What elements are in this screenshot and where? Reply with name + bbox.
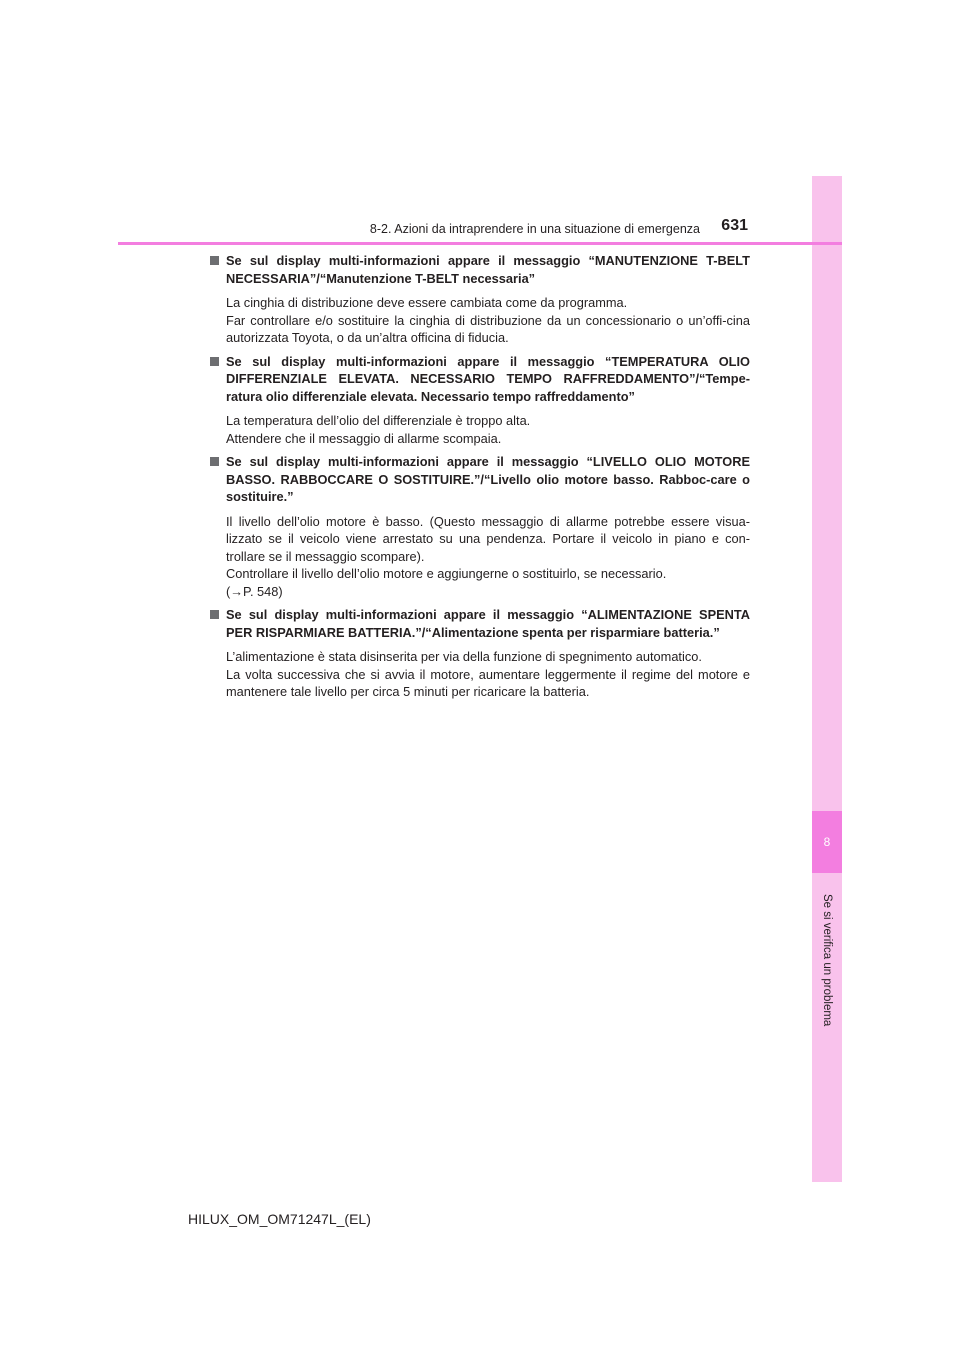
square-bullet-icon bbox=[210, 256, 219, 265]
entry-body bbox=[226, 648, 750, 701]
body-paragraph: Attendere che il messaggio di allarme scompaia. bbox=[226, 430, 502, 446]
entry-title: Se sul display multi-informazioni appare il messaggio “MANUTENZIONE T-BELT NECESSARIA”/“Manutenzione T-BELT necessaria” bbox=[226, 253, 750, 286]
body-paragraph: La temperatura dell’olio del differenziale è troppo alta. bbox=[226, 413, 531, 428]
header-rule bbox=[118, 242, 842, 245]
entry bbox=[210, 252, 750, 347]
entry-title: Se sul display multi-informazioni appare il messaggio “TEMPERATURA OLIO DIFFERENZIALE ELEVATA. NECESSARIO TEMPO RAFFREDDAMENTO”/“Tempe-ratura olio differenziale elevata. Necessario tempo raffreddamento” bbox=[226, 353, 750, 404]
entry-body bbox=[226, 412, 750, 447]
manual-code-footer: HILUX_OM_OM71247L_(EL) bbox=[188, 1211, 371, 1227]
entry-title: Se sul display multi-informazioni appare il messaggio “ALIMENTAZIONE SPENTA PER RISPARMIARE BATTERIA.”/“Alimentazione spenta per risparmiare batteria.” bbox=[226, 607, 750, 640]
entry bbox=[210, 453, 750, 600]
entry bbox=[210, 353, 750, 448]
body-paragraph: L’alimentazione è stata disinserita per via della funzione di spegnimento automatico. bbox=[226, 649, 702, 664]
chapter-title-tab bbox=[812, 880, 842, 1040]
square-bullet-icon bbox=[210, 610, 219, 619]
body-paragraph: Il livello dell’olio motore è basso. (Questo messaggio di allarme potrebbe essere visua-lizzato se il veicolo viene arrestato su una pendenza. Portare il veicolo in piano e con-trollare se il messaggio scompare). bbox=[226, 513, 750, 564]
body-paragraph: Far controllare e/o sostituire la cinghia di distribuzione da un concessionario o un’offi-cina autorizzata Toyota, o da un’altra officina di fiducia. bbox=[226, 312, 750, 345]
chapter-title: Se si verifica un problema bbox=[821, 893, 833, 1027]
page-reference-link[interactable]: (→P. 548) bbox=[226, 583, 283, 599]
entry-title: Se sul display multi-informazioni appare il messaggio “LIVELLO OLIO MOTORE BASSO. RABBOCCARE O SOSTITUIRE.”/“Livello olio motore basso. Rabboc-care o sostituire.” bbox=[226, 454, 750, 504]
body-paragraph: Controllare il livello dell’olio motore e aggiungerne o sostituirlo, se necessario. bbox=[226, 566, 667, 581]
square-bullet-icon bbox=[210, 457, 219, 466]
page-number: 631 bbox=[721, 217, 748, 234]
square-bullet-icon bbox=[210, 357, 219, 366]
entry-body bbox=[226, 294, 750, 347]
chapter-number: 8 bbox=[823, 835, 831, 849]
page-content bbox=[210, 252, 750, 707]
body-paragraph: La cinghia di distribuzione deve essere cambiata come da programma. bbox=[226, 295, 628, 310]
body-paragraph: La volta successiva che si avvia il motore, aumentare leggermente il regime del motore e mantenere tale livello per circa 5 minuti per ricaricare la batteria. bbox=[226, 666, 750, 699]
section-title: 8-2. Azioni da intraprendere in una situazione di emergenza bbox=[369, 222, 700, 236]
entry-body bbox=[226, 513, 750, 601]
entry bbox=[210, 606, 750, 701]
chapter-number-tab bbox=[812, 811, 842, 873]
